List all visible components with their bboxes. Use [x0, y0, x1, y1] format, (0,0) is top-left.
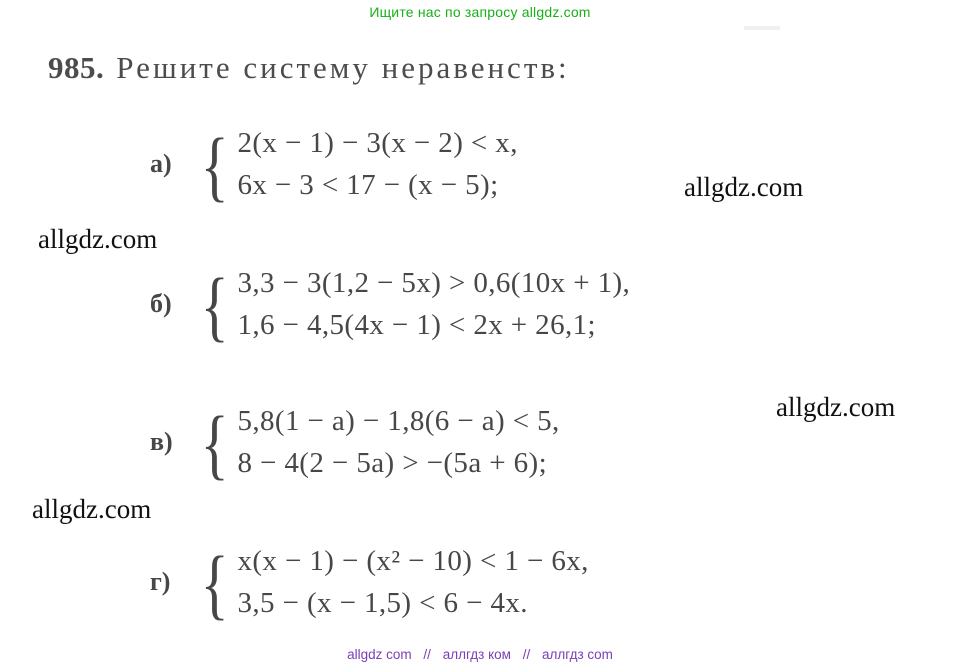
- bottom-banner-sep: //: [423, 647, 431, 662]
- problem-item-a: а) { 2(x − 1) − 3(x − 2) < x, 6x − 3 < 17 − (x − 5);: [150, 122, 518, 210]
- equation-group-g: [237, 540, 588, 624]
- equation-line: 6x − 3 < 17 − (x − 5);: [237, 169, 499, 202]
- problem-item-v: в) { 5,8(1 − a) − 1,8(6 − a) < 5, 8 − 4(2 − 5a) > −(5a + 6);: [150, 400, 560, 488]
- bottom-banner-part: allgdz com: [347, 647, 412, 662]
- watermark: allgdz.com: [776, 392, 896, 422]
- equation-line: 5,8(1 − a) − 1,8(6 − a) < 5,: [237, 405, 560, 437]
- equation-group-a: [237, 122, 517, 206]
- item-letter-b: б): [150, 289, 172, 319]
- item-letter-g: г): [150, 567, 171, 597]
- equation-group-v: [237, 400, 559, 484]
- bottom-banner-part: аллгдз com: [541, 647, 613, 662]
- task-number: 985.: [48, 50, 105, 85]
- scan-artifact: [744, 26, 780, 30]
- bottom-promo-banner: [0, 647, 960, 662]
- task-title: [48, 50, 570, 86]
- equation-group-b: [237, 262, 630, 346]
- equation-line: 2(x − 1) − 3(x − 2) < x,: [237, 127, 518, 159]
- equation-line: 3,3 − 3(1,2 − 5x) > 0,6(10x + 1),: [237, 267, 631, 299]
- item-letter-v: в): [150, 427, 173, 457]
- bottom-banner-sep: //: [522, 647, 531, 662]
- equation-line: 3,5 − (x − 1,5) < 6 − 4x.: [237, 587, 528, 620]
- problem-item-g: г) { x(x − 1) − (x² − 10) < 1 − 6x, 3,5 − (x − 1,5) < 6 − 4x.: [150, 540, 589, 628]
- top-promo-banner: Ищите нас по запросу allgdz.com: [369, 4, 591, 20]
- problem-item-b: б) { 3,3 − 3(1,2 − 5x) > 0,6(10x + 1), 1,6 − 4,5(4x − 1) < 2x + 26,1;: [150, 262, 631, 350]
- item-letter-a: а): [150, 149, 172, 179]
- bottom-banner-part: аллгдз ком: [442, 647, 511, 662]
- equation-line: 1,6 − 4,5(4x − 1) < 2x + 26,1;: [237, 309, 596, 342]
- equation-line: x(x − 1) − (x² − 10) < 1 − 6x,: [237, 545, 589, 577]
- watermark: allgdz.com: [684, 172, 804, 202]
- equation-line: 8 − 4(2 − 5a) > −(5a + 6);: [237, 447, 548, 480]
- watermark: allgdz.com: [38, 224, 158, 254]
- watermark: allgdz.com: [32, 494, 152, 524]
- task-prompt: Решите систему неравенств:: [116, 50, 570, 85]
